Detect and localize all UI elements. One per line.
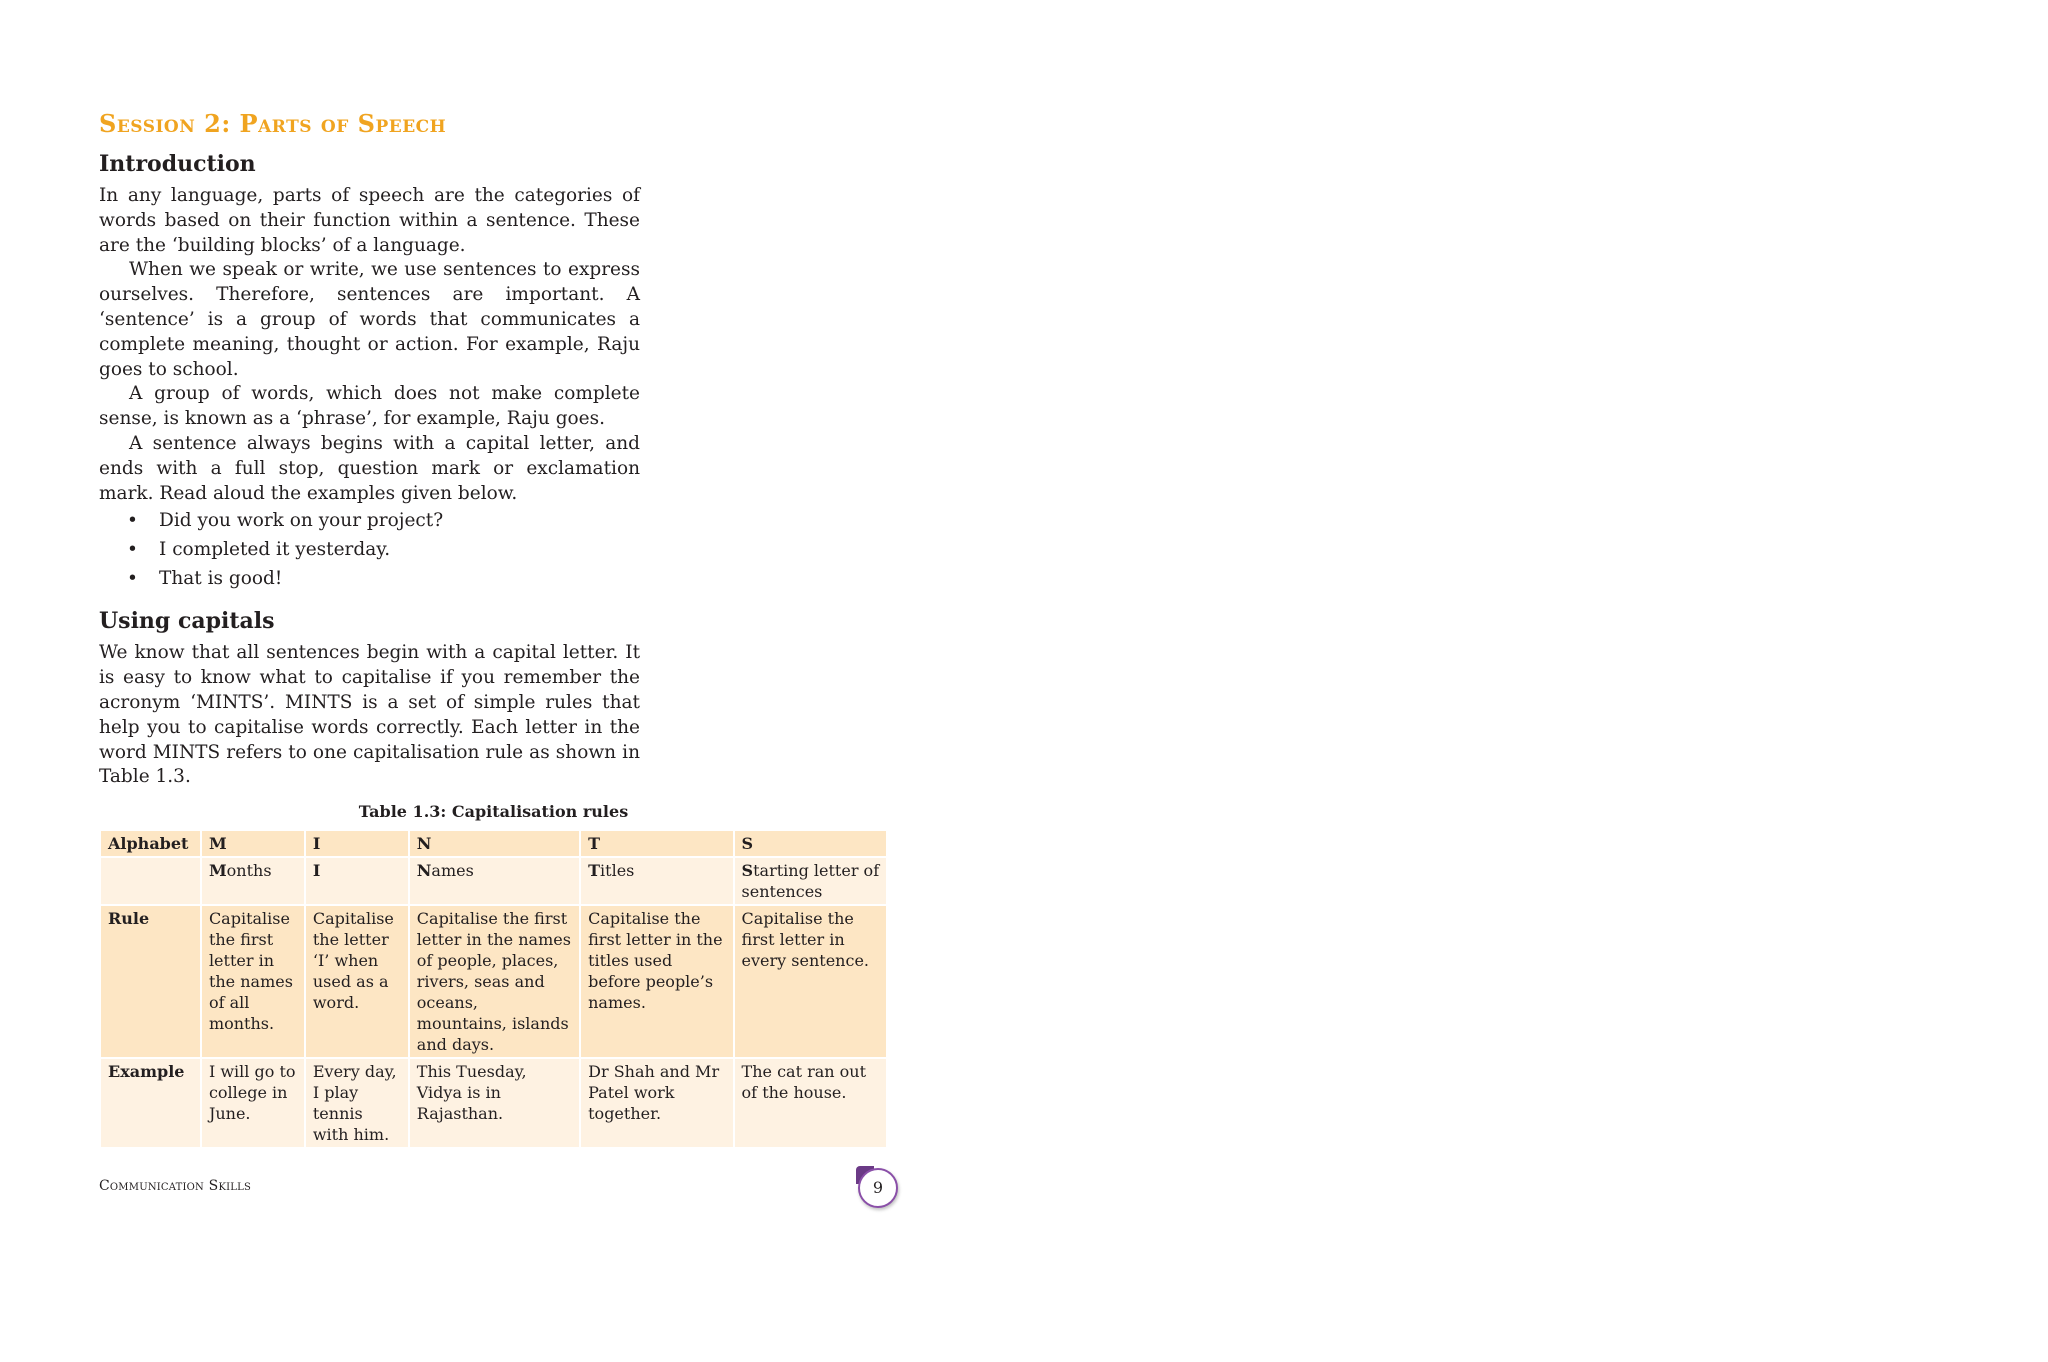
bullet-icon: • xyxy=(127,510,138,532)
table-cell: T xyxy=(580,830,733,857)
intro-paragraph-1: In any language, parts of speech are the categories of words based on their function within a sentence. These are the ‘building blocks’ of a language. xyxy=(99,185,640,256)
bullet-icon: • xyxy=(127,539,138,561)
table-cell: Capitalise the first letter in every sentence. xyxy=(734,905,887,1058)
table-cell: This Tuesday, Vidya is in Rajasthan. xyxy=(409,1058,580,1148)
table-row xyxy=(100,830,887,857)
table-cell: I will go to college in June. xyxy=(201,1058,305,1148)
row-label-rule: Rule xyxy=(100,905,201,1058)
table-cell: Capitalise the first letter in the names of people, places, rivers, seas and oceans, mountains, islands and days. xyxy=(409,905,580,1058)
table-cell: S xyxy=(734,830,887,857)
table-cell xyxy=(100,857,201,905)
page-number: 9 xyxy=(858,1168,898,1208)
using-capitals-heading: Using capitals xyxy=(99,608,275,635)
bullet-icon: • xyxy=(127,568,138,590)
list-item: • I completed it yesterday. xyxy=(99,535,640,564)
table-row xyxy=(100,1058,887,1148)
intro-paragraph-3: A group of words, which does not make complete sense, is known as a ‘phrase’, for example, Raju goes. xyxy=(99,383,640,430)
row-label-example: Example xyxy=(100,1058,201,1148)
session-title: Session 2: Parts of Speech xyxy=(99,109,447,138)
intro-paragraph-4: A sentence always begins with a capital letter, and ends with a full stop, question mark or exclamation mark. Read aloud the examples given below. xyxy=(99,432,640,504)
page-content xyxy=(99,109,880,1149)
table-cell: The cat ran out of the house. xyxy=(734,1058,887,1148)
table-cell: Every day, I play tennis with him. xyxy=(305,1058,409,1148)
row-label-alphabet: Alphabet xyxy=(100,830,201,857)
table-row xyxy=(100,905,887,1058)
table-cell: Starting letter of sentences xyxy=(734,857,887,905)
table-cell: Names xyxy=(409,857,580,905)
table-cell: Dr Shah and Mr Patel work together. xyxy=(580,1058,733,1148)
intro-paragraph-2: When we speak or write, we use sentences to express ourselves. Therefore, sentences are important. A ‘sentence’ is a group of words that communicates a complete meaning, thought or action. For example, Raju goes to school. xyxy=(99,259,640,380)
table-row xyxy=(100,857,887,905)
list-item: • Did you work on your project? xyxy=(99,506,640,535)
introduction-heading: Introduction xyxy=(99,151,256,177)
table-cell: Months xyxy=(201,857,305,905)
table-cell: Capitalise the first letter in the titles used before people’s names. xyxy=(580,905,733,1058)
table-cell: I xyxy=(305,857,409,905)
list-item: • That is good! xyxy=(99,564,640,593)
table-cell: N xyxy=(409,830,580,857)
table-cell: Capitalise the first letter in the names of all months. xyxy=(201,905,305,1058)
page-number-badge xyxy=(858,1168,898,1208)
table-cell: Titles xyxy=(580,857,733,905)
table-caption: Table 1.3: Capitalisation rules xyxy=(358,802,629,822)
capitals-paragraph: We know that all sentences begin with a capital letter. It is easy to know what to capitalise if you remember the acronym ‘MINTS’. MINTS is a set of simple rules that help you to capitalise words correctly. Each letter in the word MINTS refers to one capitalisation rule as shown in Table 1.3. xyxy=(99,642,640,788)
table-cell: M xyxy=(201,830,305,857)
example-bullet-list xyxy=(99,506,640,593)
table-cell: I xyxy=(305,830,409,857)
table-cell: Capitalise the letter ‘I’ when used as a word. xyxy=(305,905,409,1058)
capitalisation-table xyxy=(99,829,888,1149)
footer-book-title: Communication Skills xyxy=(99,1178,252,1194)
